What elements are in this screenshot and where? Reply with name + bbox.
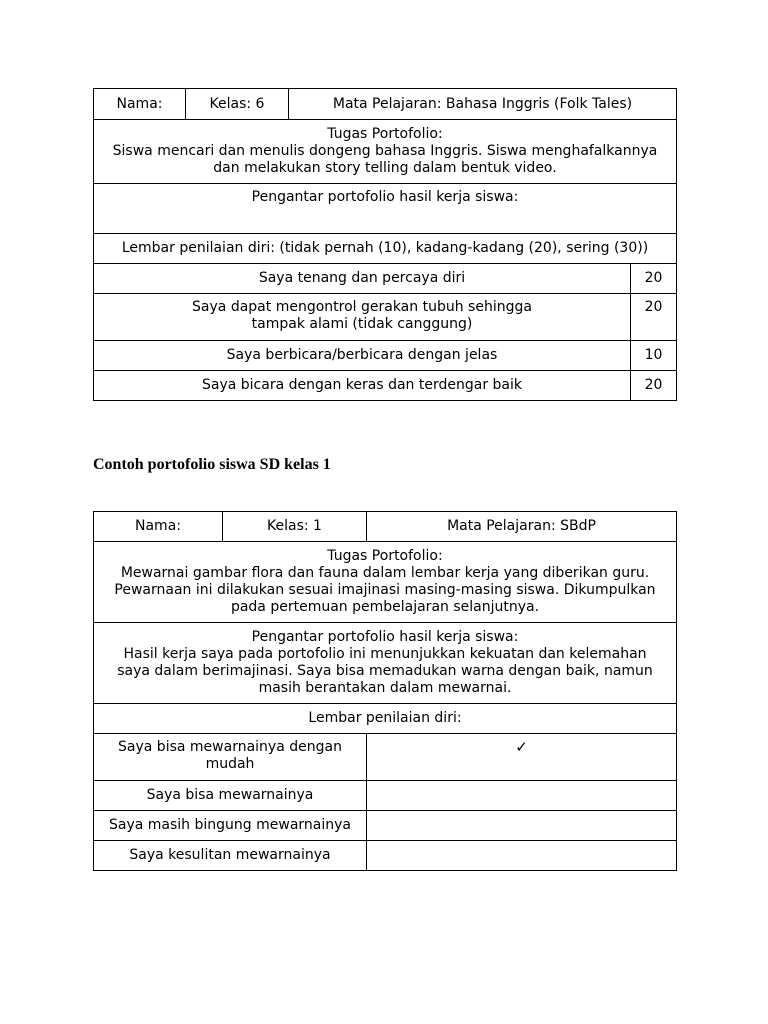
score-cell: 10 [631,341,677,371]
section-heading: Contoh portofolio siswa SD kelas 1 [93,456,331,473]
table-row [94,341,677,371]
statement-cell: Saya bicara dengan keras dan terdengar baik [94,371,631,401]
task-title: Tugas Portofolio: [327,548,443,564]
portfolio-table-grade-6 [93,88,677,401]
statement-cell: Saya bisa mewarnainya dengan mudah [94,734,367,781]
score-cell: 20 [631,294,677,341]
check-mark-cell [367,811,677,841]
table-row [94,841,677,871]
name-cell: Nama: [94,512,223,542]
statement-cell: Saya masih bingung mewarnainya [94,811,367,841]
check-mark-cell: ✓ [367,734,677,781]
task-cell [94,120,677,184]
intro-title: Pengantar portofolio hasil kerja siswa: [251,189,519,205]
intro-line: Hasil kerja saya pada portofolio ini menunjukkan kekuatan dan kelemahan [123,646,647,662]
task-line: pada pertemuan pembelajaran selanjutnya. [230,599,540,615]
table-row [94,371,677,401]
statement-cell: Saya dapat mengontrol gerakan tubuh sehingga tampak alami (tidak canggung) [94,294,631,341]
table-row [94,294,677,341]
class-cell: Kelas: 6 [186,89,289,120]
statement-cell: Saya tenang dan percaya diri [94,264,631,294]
statement-cell: Saya kesulitan mewarnainya [94,841,367,871]
check-mark-cell [367,781,677,811]
self-assessment-header: Lembar penilaian diri: [94,704,677,734]
task-title: Tugas Portofolio: [327,126,443,142]
intro-line: saya dalam berimajinasi. Saya bisa memadukan warna dengan baik, namun [117,663,653,679]
task-line: Mewarnai gambar flora dan fauna dalam lembar kerja yang diberikan guru. [120,565,650,581]
intro-line: masih berantakan dalam mewarnai. [258,680,512,696]
subject-cell: Mata Pelajaran: Bahasa Inggris (Folk Tales) [289,89,677,120]
class-cell: Kelas: 1 [223,512,367,542]
statement-cell: Saya berbicara/berbicara dengan jelas [94,341,631,371]
intro-title: Pengantar portofolio hasil kerja siswa: [251,629,519,645]
score-cell: 20 [631,264,677,294]
task-line: dan melakukan story telling dalam bentuk video. [213,160,557,176]
table-row [94,734,677,781]
statement-cell: Saya bisa mewarnainya [94,781,367,811]
task-line: Siswa mencari dan menulis dongeng bahasa Inggris. Siswa menghafalkannya [112,143,658,159]
intro-cell [94,623,677,704]
table-row [94,264,677,294]
portfolio-table-grade-1 [93,511,677,871]
task-line: Pewarnaan ini dilakukan sesuai imajinasi masing-masing siswa. Dikumpulkan [114,582,656,598]
score-cell: 20 [631,371,677,401]
task-cell [94,542,677,623]
table-row [94,781,677,811]
intro-cell [94,184,677,234]
table-row [94,811,677,841]
name-cell: Nama: [94,89,186,120]
self-assessment-header: Lembar penilaian diri: (tidak pernah (10), kadang-kadang (20), sering (30)) [94,234,677,264]
check-mark-cell [367,841,677,871]
subject-cell: Mata Pelajaran: SBdP [367,512,677,542]
